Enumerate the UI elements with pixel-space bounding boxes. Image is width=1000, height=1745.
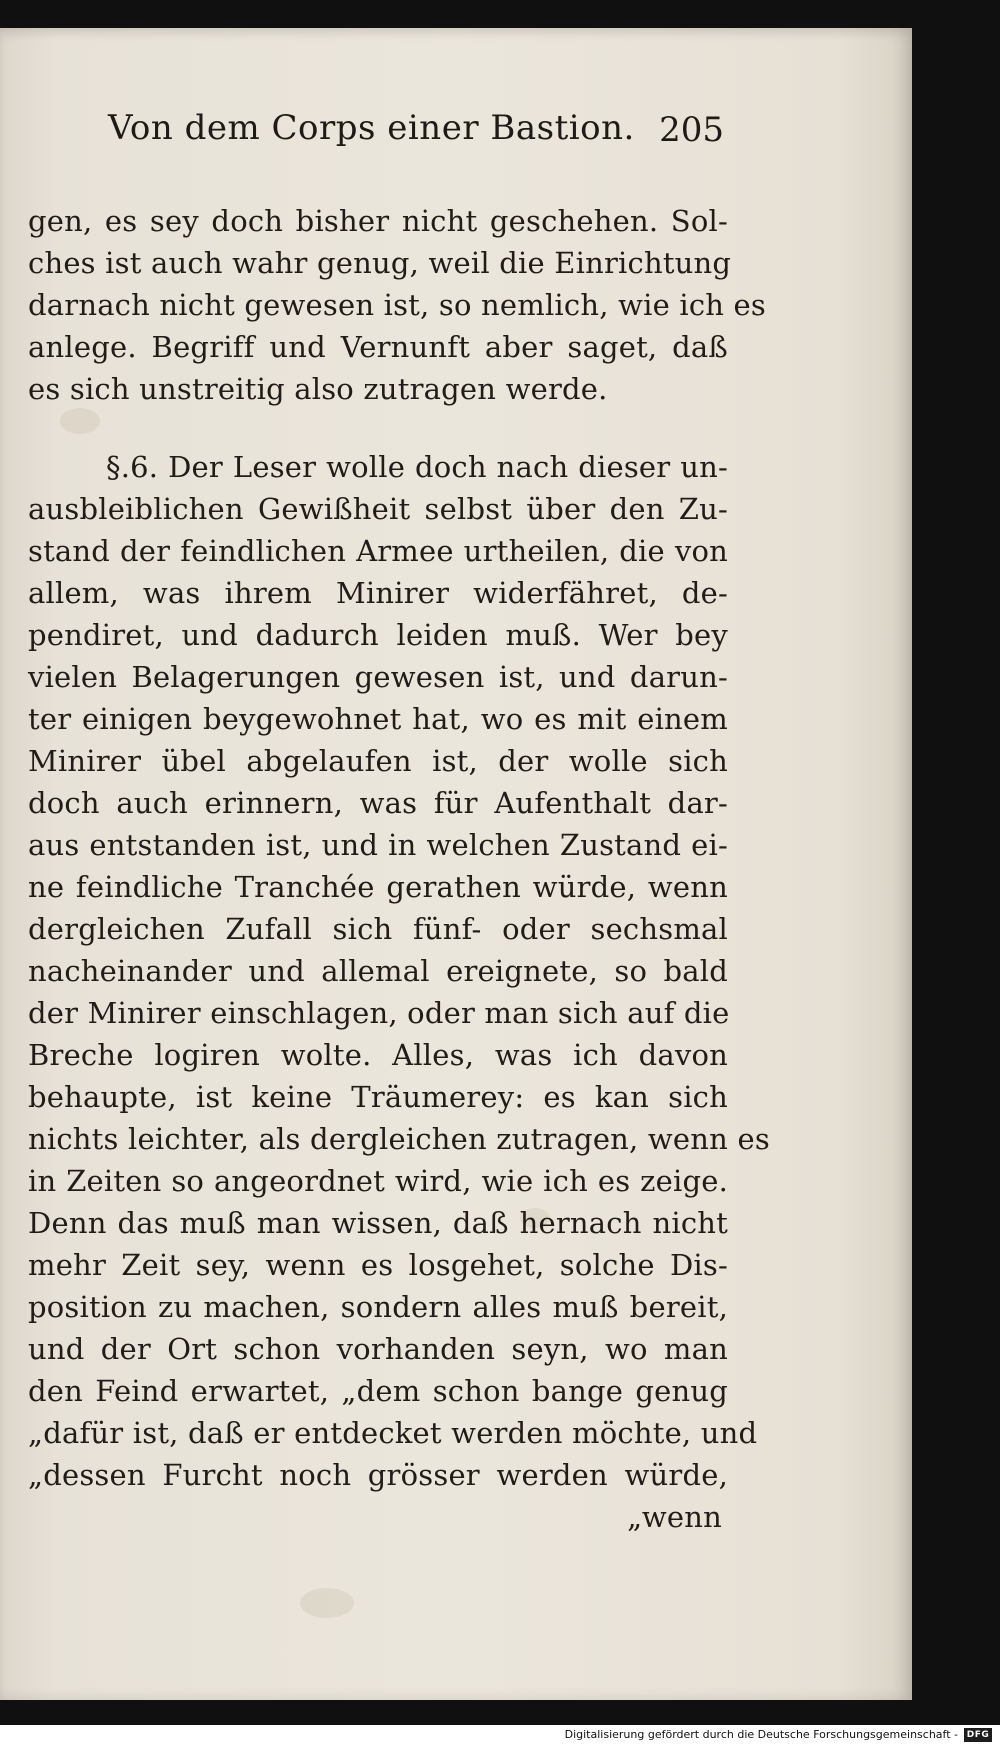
text-line: anlege. Begriff und Vernunft aber saget, daß xyxy=(28,330,728,364)
text-line: nichts leichter, als dergleichen zutragen, wenn es xyxy=(28,1122,770,1156)
text-line: der Minirer einschlagen, oder man sich auf die xyxy=(28,996,730,1030)
dfg-logo: DFG xyxy=(964,1728,992,1742)
paragraph-2 xyxy=(28,446,770,1496)
text-line: den Feind erwartet, „dem schon bange genug xyxy=(28,1374,728,1408)
catchword: „wenn xyxy=(627,1500,722,1534)
text-line: „dessen Furcht noch grösser werden würde, xyxy=(28,1458,728,1492)
text-line: ter einigen beygewohnet hat, wo es mit einem xyxy=(28,702,728,736)
paragraph-gap xyxy=(28,410,728,446)
text-line: doch auch erinnern, was für Aufenthalt dar- xyxy=(28,786,728,820)
text-line: und der Ort schon vorhanden seyn, wo man xyxy=(28,1332,728,1366)
text-line: pendiret, und dadurch leiden muß. Wer bey xyxy=(28,618,728,652)
text-line: „dafür ist, daß er entdecket werden möchte, und xyxy=(28,1416,758,1450)
text-line: es sich unstreitig also zutragen werde. xyxy=(28,372,608,406)
text-line: Denn das muß man wissen, daß hernach nicht xyxy=(28,1206,728,1240)
text-line: stand der feindlichen Armee urtheilen, die von xyxy=(28,534,728,568)
text-line: §.6. Der Leser wolle doch nach dieser un- xyxy=(106,450,728,484)
paragraph-1 xyxy=(28,200,767,410)
text-line: behaupte, ist keine Träumerey: es kan sich xyxy=(28,1080,728,1114)
text-line: darnach nicht gewesen ist, so nemlich, wie ich es xyxy=(28,288,767,322)
text-line: vielen Belagerungen gewesen ist, und darun- xyxy=(28,660,728,694)
funding-credit: Digitalisierung gefördert durch die Deutsche Forschungsgemeinschaft - xyxy=(564,1728,958,1741)
text-line: ches ist auch wahr genug, weil die Einrichtung xyxy=(28,246,732,280)
page-number: 205 xyxy=(659,110,724,150)
text-line: ne feindliche Tranchée gerathen würde, wenn xyxy=(28,870,728,904)
text-line: allem, was ihrem Minirer widerfähret, de- xyxy=(28,576,728,610)
paper-stain xyxy=(300,1588,354,1618)
running-title: Von dem Corps einer Bastion. xyxy=(108,108,635,148)
text-line: Breche logiren wolte. Alles, was ich davon xyxy=(28,1038,728,1072)
text-line: nacheinander und allemal ereignete, so bald xyxy=(28,954,728,988)
text-line: mehr Zeit sey, wenn es losgehet, solche Dis- xyxy=(28,1248,728,1282)
text-line: dergleichen Zufall sich fünf- oder sechsmal xyxy=(28,912,728,946)
text-line: aus entstanden ist, und in welchen Zustand ei- xyxy=(28,828,728,862)
text-line: Minirer übel abgelaufen ist, der wolle sich xyxy=(28,744,728,778)
page-body xyxy=(28,200,770,1538)
text-line: ausbleiblichen Gewißheit selbst über den Zu- xyxy=(28,492,728,526)
text-line: in Zeiten so angeordnet wird, wie ich es zeige. xyxy=(28,1164,728,1198)
text-line: position zu machen, sondern alles muß bereit, xyxy=(28,1290,728,1324)
text-line: gen, es sey doch bisher nicht geschehen. Sol- xyxy=(28,204,728,238)
